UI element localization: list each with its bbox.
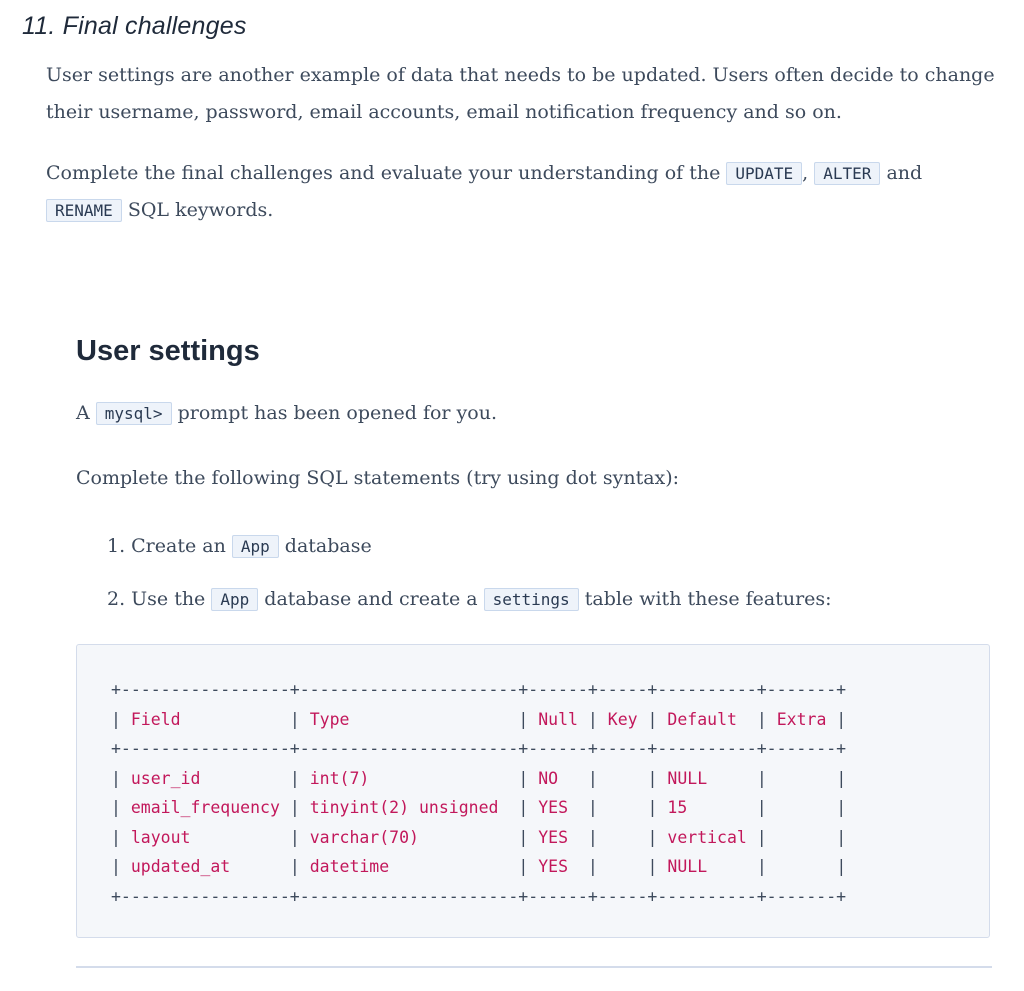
step-text-fragment: database and create a: [258, 588, 484, 610]
table-cell: layout: [130, 827, 191, 847]
steps-list: [107, 528, 832, 634]
prompt-text-fragment: prompt has been opened for you.: [171, 402, 497, 424]
intro-paragraph-2: [46, 155, 996, 229]
step-item: [107, 528, 832, 581]
table-row: | user_id | int(7) | NO | | NULL | |: [111, 768, 847, 788]
intro-paragraph-1: User settings are another example of data that needs to be updated. Users often decide to change their username, password, email accounts, email notification frequency and so on.: [46, 64, 995, 123]
step-number: 1.: [107, 535, 126, 557]
intro-text-fragment: and: [880, 162, 923, 184]
table-cell: 15: [667, 798, 688, 817]
section-heading: [22, 12, 247, 41]
table-cell: YES: [538, 857, 569, 876]
code-app: App: [232, 535, 279, 558]
table-header-cell: Type: [309, 709, 350, 729]
table-header-cell: Field: [130, 709, 181, 729]
intro-text-fragment: SQL keywords.: [121, 199, 274, 221]
table-cell: NO: [538, 768, 559, 788]
table-cell: NULL: [667, 857, 708, 876]
table-separator: +-----------------+----------------------+------+-----+----------+-------+: [111, 886, 847, 906]
prompt-line: [76, 402, 497, 424]
mysql-prompt-code: mysql>: [96, 402, 172, 425]
section-divider: [76, 966, 992, 968]
step-text-fragment: database: [278, 535, 372, 557]
table-row: | layout | varchar(70) | YES | | vertical | |: [111, 827, 847, 847]
table-cell: user_id: [130, 768, 201, 788]
table-cell: NULL: [667, 768, 708, 788]
sql-describe-table: [76, 644, 990, 938]
table-row: | updated_at | datetime | YES | | NULL | |: [111, 857, 847, 876]
table-separator: +-----------------+----------------------+------+-----+----------+-------+: [111, 680, 847, 699]
table-cell: datetime: [309, 857, 390, 876]
step-text-fragment: Use the: [131, 588, 212, 610]
table-cell: vertical: [667, 827, 747, 847]
table-cell: varchar(70): [309, 827, 419, 847]
intro-text-fragment: Complete the final challenges and evaluate your understanding of the: [46, 162, 727, 184]
table-cell: YES: [538, 827, 569, 847]
table-cell: email_frequency: [130, 798, 280, 817]
table-header-row: | Field | Type | Null | Key | Default | Extra |: [111, 709, 847, 729]
section-number: 11.: [22, 12, 56, 40]
card-title: User settings: [76, 335, 260, 367]
table-separator: +-----------------+----------------------+------+-----+----------+-------+: [111, 739, 847, 758]
step-text-fragment: Create an: [131, 535, 232, 557]
table-cell: YES: [538, 798, 569, 817]
intro-text-fragment: ,: [802, 162, 815, 184]
code-settings: settings: [484, 588, 579, 611]
step-item: [107, 581, 832, 634]
table-header-cell: Key: [607, 709, 638, 729]
table-row: | email_frequency | tinyint(2) unsigned | YES | | 15 | |: [111, 798, 847, 817]
table-header-cell: Extra: [776, 709, 827, 729]
keyword-rename: RENAME: [46, 199, 122, 222]
challenge-card: [76, 330, 992, 610]
step-number: 2.: [107, 588, 126, 610]
intro-text: [46, 57, 996, 229]
table-cell: tinyint(2) unsigned: [309, 798, 499, 817]
keyword-update: UPDATE: [726, 162, 802, 185]
prompt-text-fragment: A: [76, 402, 96, 424]
table-cell: int(7): [309, 768, 370, 788]
section-title: Final challenges: [62, 12, 247, 40]
table-header-cell: Null: [538, 709, 578, 729]
step-text-fragment: table with these features:: [578, 588, 832, 610]
table-header-cell: Default: [667, 709, 737, 729]
code-app: App: [211, 588, 258, 611]
keyword-alter: ALTER: [814, 162, 880, 185]
instructions: Complete the following SQL statements (try using dot syntax):: [76, 467, 680, 489]
table-cell: updated_at: [130, 857, 231, 876]
